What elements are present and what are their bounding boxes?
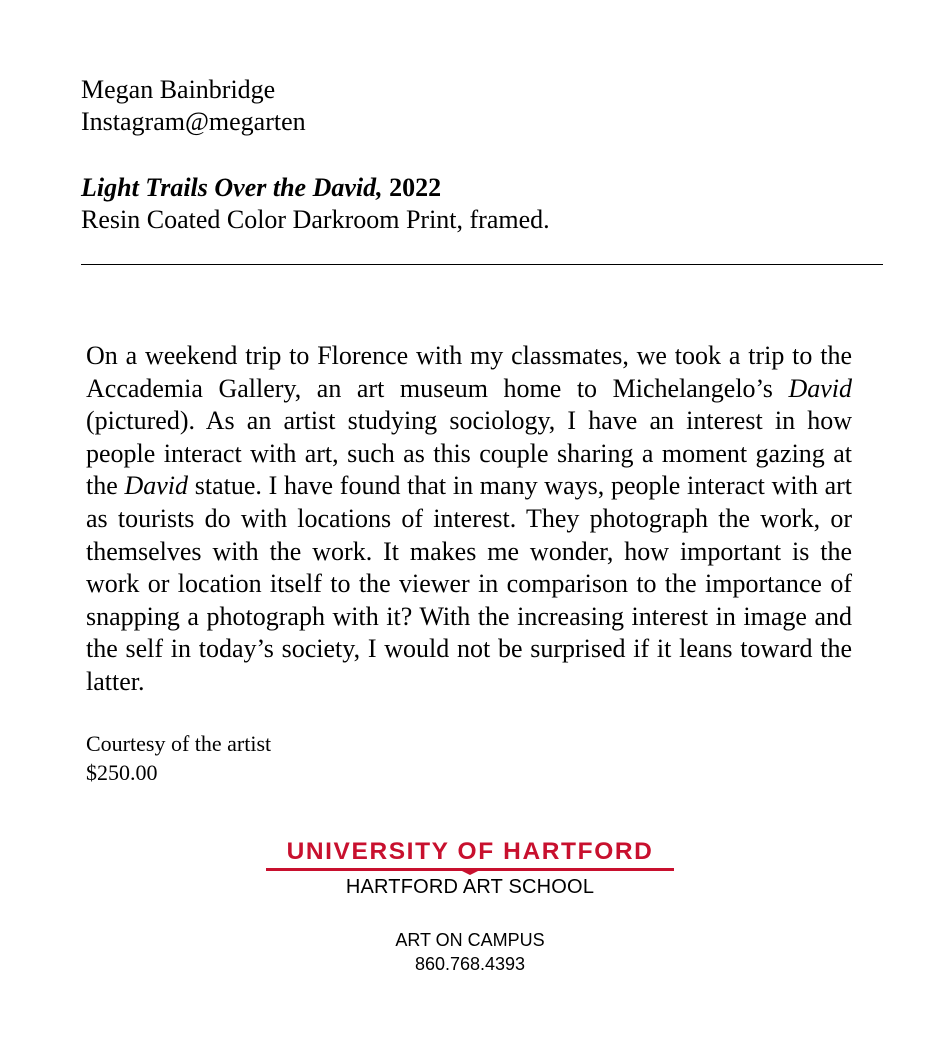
logo-underline-shape	[266, 868, 674, 875]
statement-emphasis-2: David	[124, 471, 189, 501]
credit-block	[86, 729, 271, 787]
university-logo	[265, 836, 675, 900]
school-name: HARTFORD ART SCHOOL	[345, 876, 595, 898]
statement-text-3: statue. I have found that in many ways, people interact with art as tourists do with locations of interest. They photograph the work, or themselves with the work. It makes me wonder, how important is the work or location itself to the viewer in comparison to the importance of snapping a photograph with it? With the increasing interest in image and the self in today’s society, I would not be surprised if it leans toward the latter.	[86, 471, 852, 696]
artwork-info	[81, 172, 550, 236]
divider-line	[81, 264, 883, 265]
artist-info	[81, 74, 306, 138]
artwork-title: Light Trails Over the David,	[81, 173, 383, 202]
logo-underline	[266, 868, 674, 872]
price: $250.00	[86, 760, 158, 785]
statement-text-1: On a weekend trip to Florence with my classmates, we took a trip to the Accademia Gallery, an art museum home to Michelangelo’s	[86, 341, 852, 403]
statement-text-2: (pictured). As an artist studying sociology, I have an interest in how people interact with art, such as this couple sharing a moment gazing at the	[86, 406, 852, 501]
program-name: ART ON CAMPUS	[395, 930, 545, 950]
artwork-title-line	[81, 172, 550, 204]
artist-statement	[86, 340, 852, 699]
artwork-year: 2022	[389, 173, 442, 202]
artist-instagram: Instagram@megarten	[81, 107, 306, 136]
statement-emphasis-1: David	[788, 373, 852, 403]
university-name: UNIVERSITY OF HARTFORD	[286, 838, 654, 865]
program-info	[0, 928, 940, 976]
program-phone: 860.768.4393	[414, 954, 526, 974]
artwork-medium: Resin Coated Color Darkroom Print, framed.	[81, 205, 550, 234]
courtesy-line: Courtesy of the artist	[86, 731, 272, 756]
artist-name: Megan Bainbridge	[81, 75, 276, 104]
